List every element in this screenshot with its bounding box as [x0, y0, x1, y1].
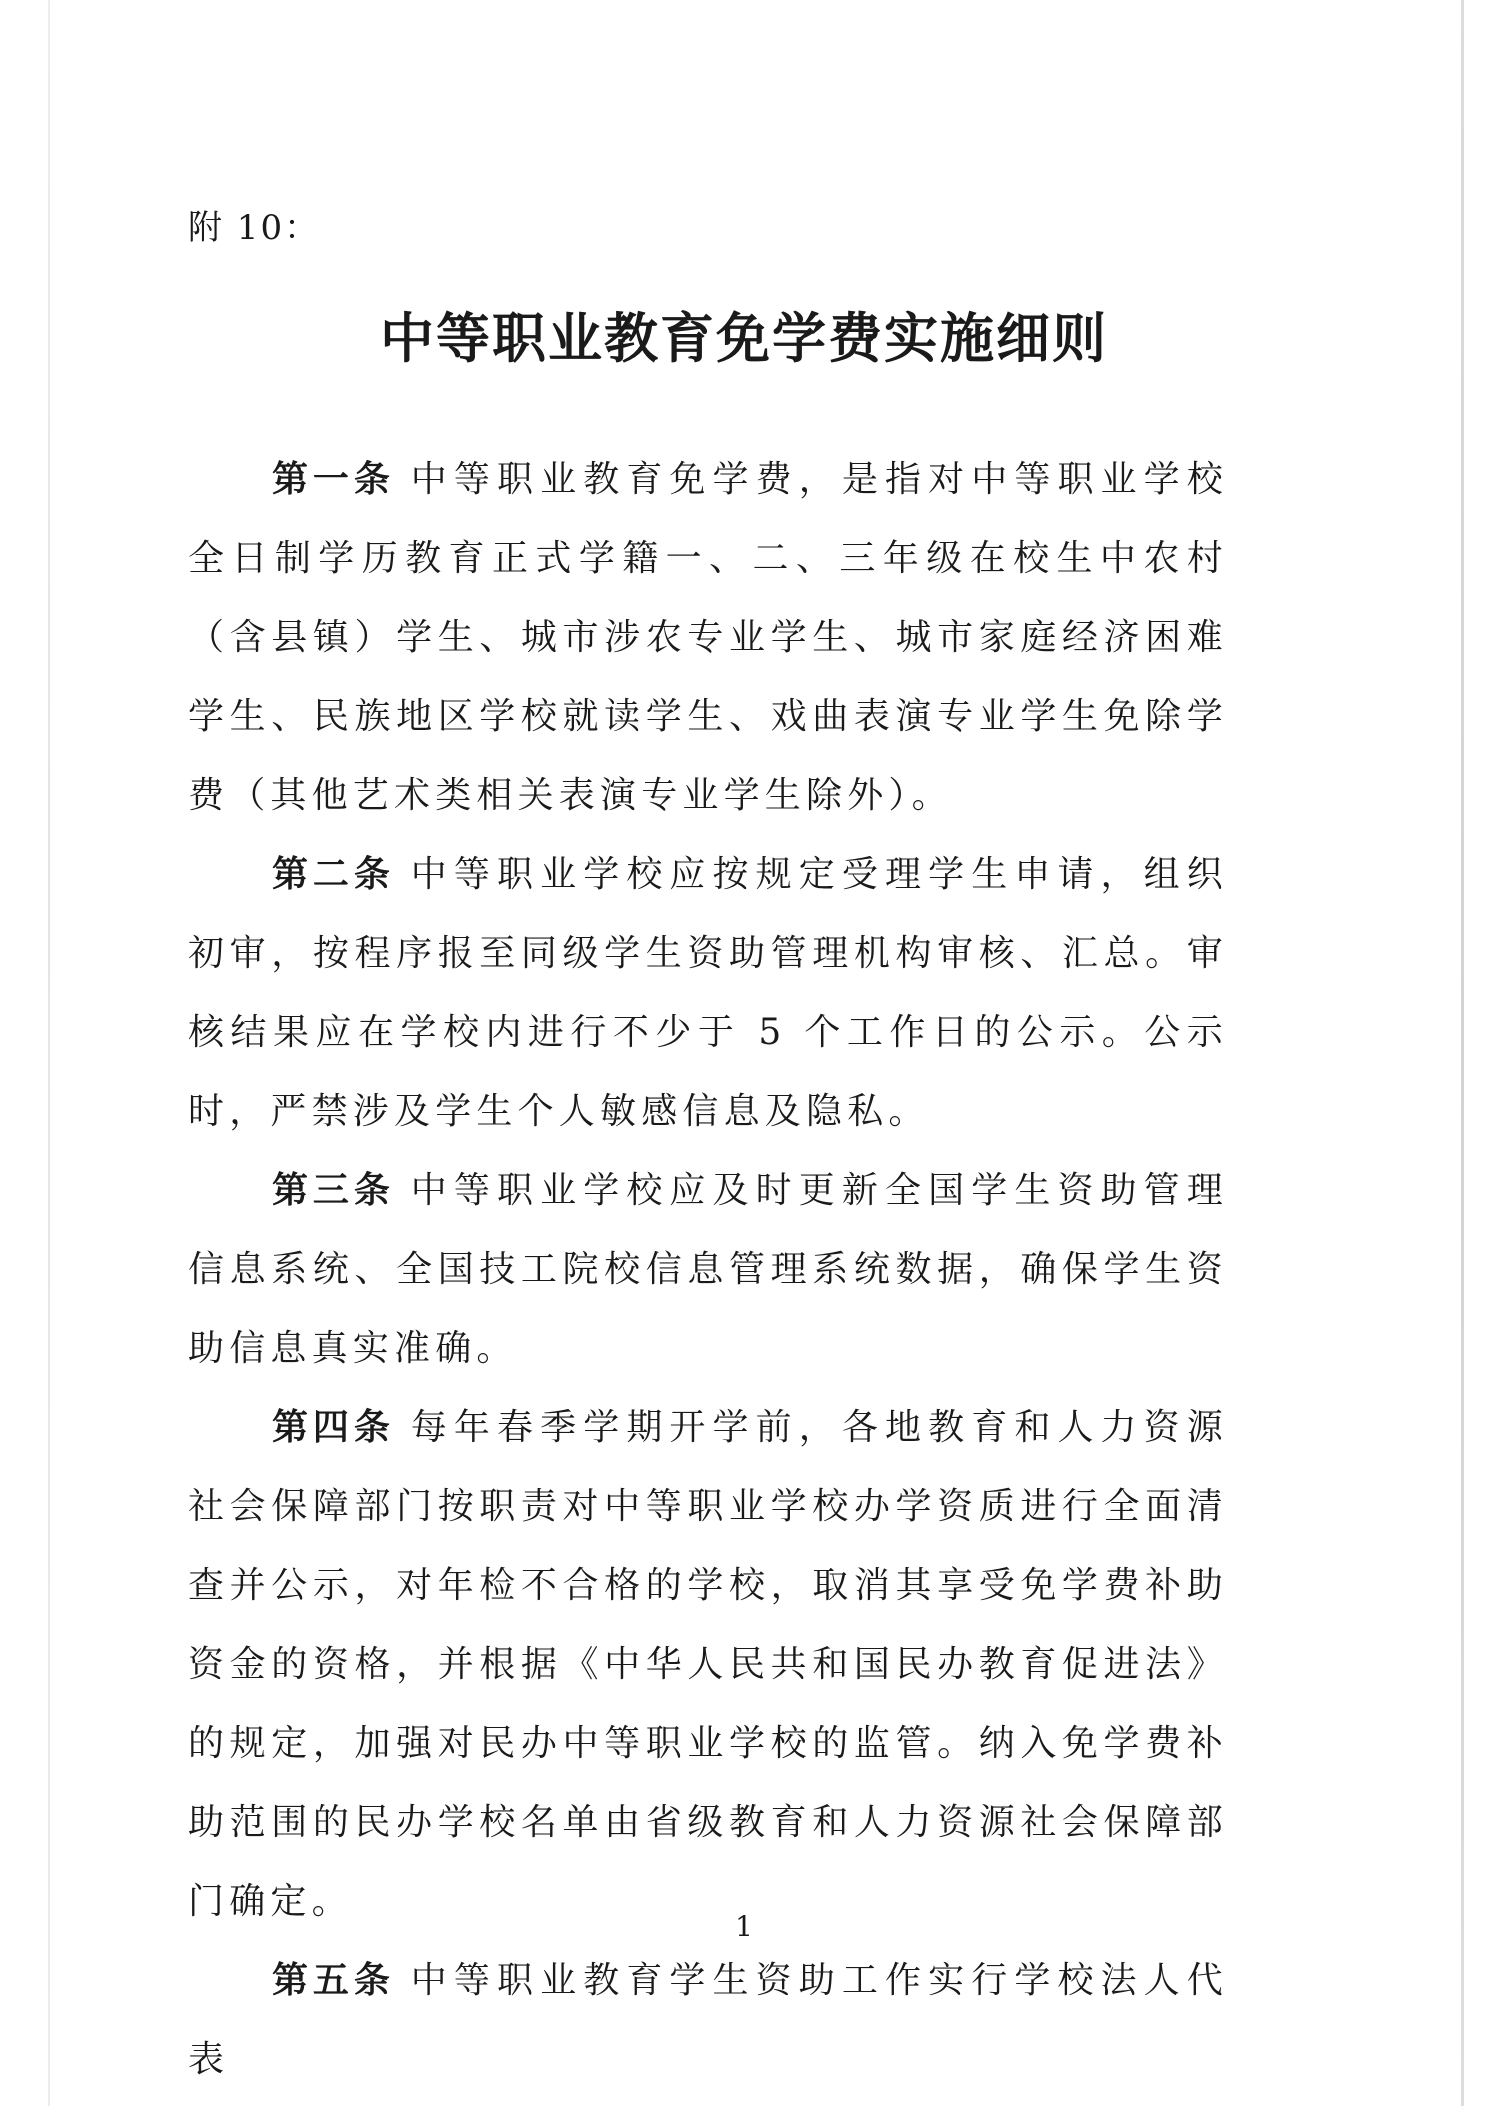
article-label: 第五条 [272, 1960, 395, 2001]
article-paragraph [188, 1388, 1228, 1941]
article-text: 每年春季学期开学前，各地教育和人力资源社会保障部门按职责对中等职业学校办学资质进行全面清查并公示，对年检不合格的学校，取消其享受免学费补助资金的资格，并根据《中华人民共和国民办教育促进法》的规定，加强对民办中等职业学校的监管。纳入免学费补助范围的民办学校名单由省级教育和人力资源社会保障部门确定。 [188, 1407, 1228, 1922]
article-label: 第一条 [272, 459, 395, 500]
article-paragraph [188, 835, 1228, 1151]
article-label: 第二条 [272, 854, 395, 895]
article-text: 中等职业学校应按规定受理学生申请，组织初审，按程序报至同级学生资助管理机构审核、汇总。审核结果应在学校内进行不少于 5 个工作日的公示。公示时，严禁涉及学生个人敏感信息及隐私。 [188, 854, 1228, 1132]
document-body [188, 440, 1228, 2099]
article-paragraph [188, 1941, 1228, 2099]
article-label: 第四条 [272, 1407, 395, 1448]
document-title: 中等职业教育免学费实施细则 [380, 307, 1108, 370]
article-paragraph [188, 440, 1228, 835]
page-number: 1 [735, 1910, 753, 1943]
article-text: 中等职业学校应及时更新全国学生资助管理信息系统、全国技工院校信息管理系统数据，确保学生资助信息真实准确。 [188, 1170, 1228, 1369]
article-label: 第三条 [272, 1170, 395, 1211]
attachment-label: 附 10： [188, 208, 321, 248]
article-paragraph [188, 1151, 1228, 1388]
article-text: 中等职业教育学生资助工作实行学校法人代表 [188, 1960, 1228, 2080]
article-text: 中等职业教育免学费，是指对中等职业学校全日制学历教育正式学籍一、二、三年级在校生中农村（含县镇）学生、城市涉农专业学生、城市家庭经济困难学生、民族地区学校就读学生、戏曲表演专业学生免除学费（其他艺术类相关表演专业学生除外）。 [188, 459, 1228, 816]
